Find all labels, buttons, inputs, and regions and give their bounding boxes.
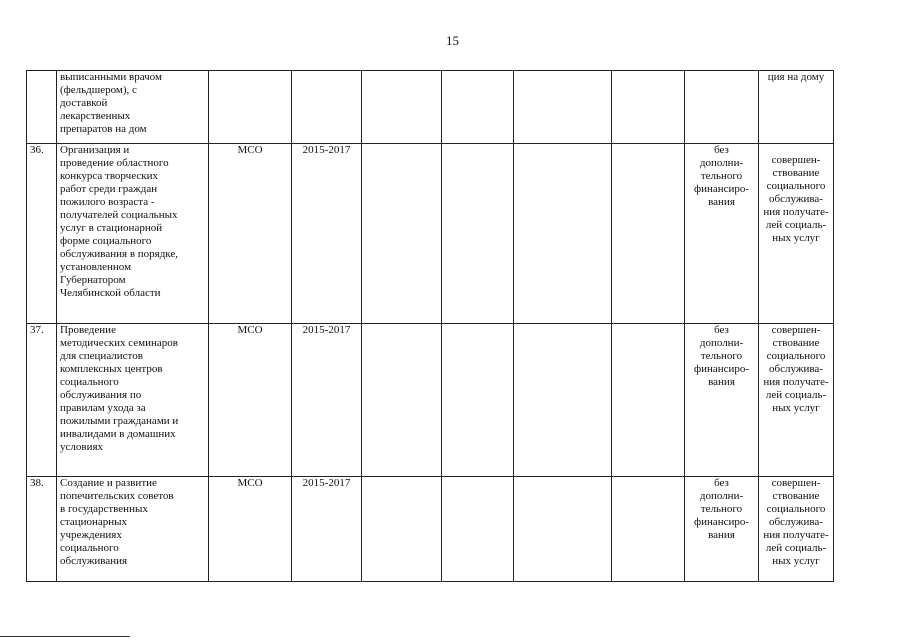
period-cell: 2015-2017 [292, 477, 362, 582]
measure-name-cell: выписанными врачом (фельдшером), с доставкой лекарственных препаратов на дом [57, 71, 209, 144]
result-cell: совершен- ствование социального обслужива- ния получате- лей социаль- ных услуг [759, 477, 834, 582]
row-number-cell: 36. [27, 144, 57, 324]
period-cell [292, 71, 362, 144]
executor-cell: МСО [209, 144, 292, 324]
empty-cell [442, 71, 514, 144]
empty-cell [442, 324, 514, 477]
empty-cell [362, 324, 442, 477]
empty-cell [362, 71, 442, 144]
empty-cell [514, 144, 612, 324]
table-row [27, 324, 834, 477]
table-row [27, 477, 834, 582]
empty-cell [514, 324, 612, 477]
page-number: 15 [446, 33, 459, 48]
empty-cell [612, 144, 685, 324]
result-cell: совершен- ствование социального обслужива- ния получате- лей социаль- ных услуг [759, 144, 834, 324]
empty-cell [612, 477, 685, 582]
row-number-cell [27, 71, 57, 144]
executor-cell: МСО [209, 477, 292, 582]
financing-cell: без дополни- тельного финансиро- вания [685, 144, 759, 324]
financing-cell: без дополни- тельного финансиро- вания [685, 324, 759, 477]
executor-cell [209, 71, 292, 144]
result-cell: ция на дому [759, 71, 834, 144]
empty-cell [514, 477, 612, 582]
empty-cell [514, 71, 612, 144]
financing-cell [685, 71, 759, 144]
empty-cell [442, 144, 514, 324]
measure-name-cell: Создание и развитие попечительских советов в государственных стационарных учреждениях социального обслуживания [57, 477, 209, 582]
empty-cell [612, 71, 685, 144]
period-cell: 2015-2017 [292, 324, 362, 477]
empty-cell [362, 477, 442, 582]
period-cell: 2015-2017 [292, 144, 362, 324]
financing-cell: без дополни- тельного финансиро- вания [685, 477, 759, 582]
footnote-divider [0, 636, 130, 637]
measure-name-cell: Проведение методических семинаров для специалистов комплексных центров социального обслуживания по правилам ухода за пожилыми гражданами и инвалидами в домашних условиях [57, 324, 209, 477]
measures-table [26, 70, 834, 582]
empty-cell [362, 144, 442, 324]
row-number-cell: 38. [27, 477, 57, 582]
measure-name-cell: Организация и проведение областного конкурса творческих работ среди граждан пожилого возраста - получателей социальных услуг в стационарной форме социального обслуживания в порядке, установленном Губернатором Челябинской области [57, 144, 209, 324]
empty-cell [442, 477, 514, 582]
table-row [27, 71, 834, 144]
table-row [27, 144, 834, 324]
row-number-cell: 37. [27, 324, 57, 477]
result-cell: совершен- ствование социального обслужива- ния получате- лей социаль- ных услуг [759, 324, 834, 477]
empty-cell [612, 324, 685, 477]
executor-cell: МСО [209, 324, 292, 477]
